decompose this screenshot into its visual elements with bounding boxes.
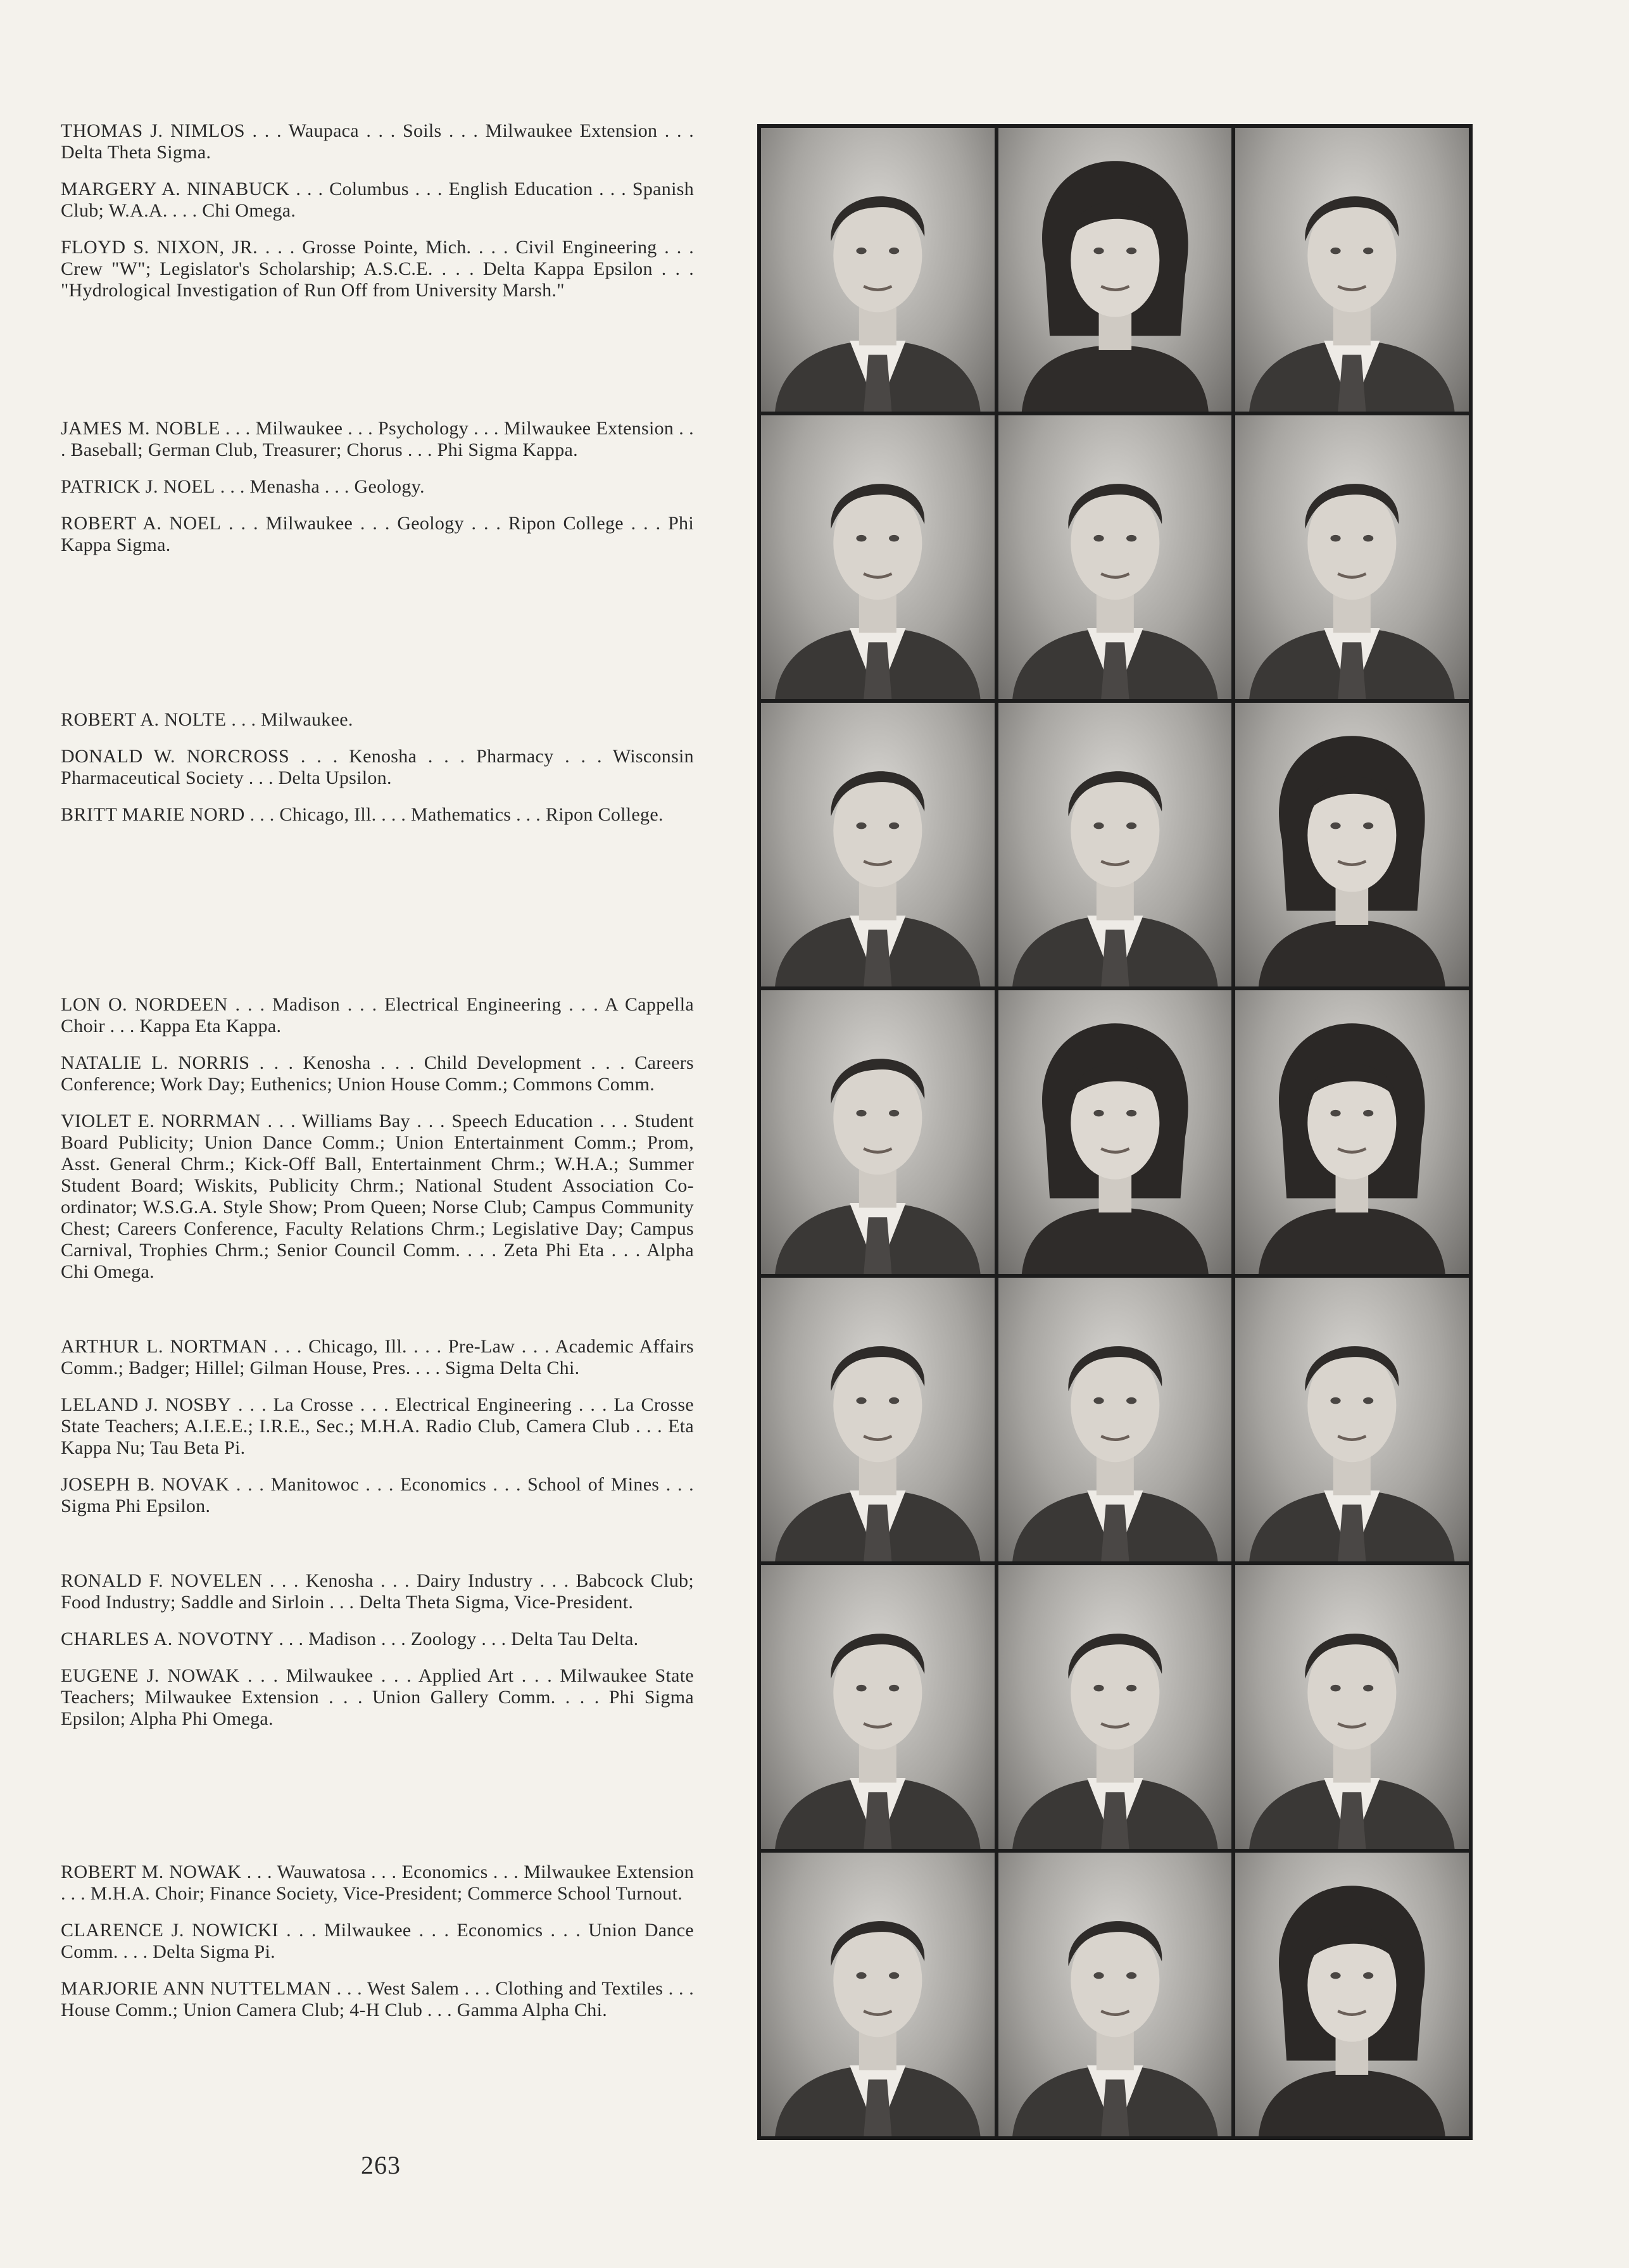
- student-entry: [61, 1862, 694, 1905]
- student-name: EUGENE J. NOWAK: [61, 1665, 240, 1686]
- student-portrait: [1235, 415, 1469, 699]
- student-name: ROBERT M. NOWAK: [61, 1862, 242, 1882]
- student-entry: [61, 1336, 694, 1379]
- student-portrait: [998, 1853, 1232, 2136]
- entry-group: [61, 418, 694, 571]
- student-details: . . . Columbus . . . English Education . . . Spanish Club; W.A.A. . . . Chi Omega.: [61, 179, 695, 221]
- entry-group: [61, 120, 694, 317]
- student-portrait: [761, 1853, 995, 2136]
- student-entry: [61, 709, 694, 731]
- student-details: . . . West Salem . . . Clothing and Textiles . . . House Comm.; Union Camera Club; 4-H Club . . . Gamma Alpha Chi.: [61, 1978, 694, 2020]
- student-details: . . . Manitowoc . . . Economics . . . School of Mines . . . Sigma Phi Epsilon.: [61, 1474, 694, 1516]
- entry-group: [61, 994, 694, 1298]
- student-name: DONALD W. NORCROSS: [61, 746, 290, 767]
- student-details: . . . Kenosha . . . Pharmacy . . . Wisconsin Pharmaceutical Society . . . Delta Upsilon.: [61, 746, 694, 788]
- student-name: CHARLES A. NOVOTNY: [61, 1629, 274, 1649]
- student-portrait: [761, 990, 995, 1274]
- student-details: . . . Chicago, Ill. . . . Mathematics . . . Ripon College.: [244, 804, 664, 825]
- page-number: 263: [361, 2151, 401, 2179]
- student-entry: [61, 1052, 694, 1095]
- student-entry: [61, 1570, 694, 1613]
- student-name: BRITT MARIE NORD: [61, 804, 245, 825]
- student-name: ARTHUR L. NORTMAN: [61, 1336, 267, 1357]
- student-portrait: [998, 703, 1232, 986]
- student-portrait: [1235, 1565, 1469, 1849]
- student-details: . . . Milwaukee . . . Geology . . . Ripon College . . . Phi Kappa Sigma.: [61, 513, 694, 555]
- student-details: . . . Milwaukee . . . Psychology . . . Milwaukee Extension . . . Baseball; German Club, Treasurer; Chorus . . . Phi Sigma Kappa.: [61, 418, 694, 460]
- student-details: . . . Waupaca . . . Soils . . . Milwaukee Extension . . . Delta Theta Sigma.: [61, 120, 695, 163]
- student-name: RONALD F. NOVELEN: [61, 1570, 263, 1591]
- student-portrait: [998, 128, 1232, 412]
- student-portrait: [998, 1565, 1232, 1849]
- entry-group: [61, 709, 694, 841]
- entry-group: [61, 1570, 694, 1745]
- student-portrait: [761, 1565, 995, 1849]
- student-portrait: [1235, 703, 1469, 986]
- student-entry: [61, 1474, 694, 1517]
- student-entry: [61, 237, 694, 301]
- student-entry: [61, 994, 694, 1037]
- student-name: CLARENCE J. NOWICKI: [61, 1920, 279, 1941]
- student-details: . . . Kenosha . . . Child Development . . . Careers Conference; Work Day; Euthenics; Union House Comm.; Commons Comm.: [61, 1052, 694, 1095]
- student-portrait: [761, 703, 995, 986]
- student-details: . . . Milwaukee.: [226, 709, 353, 730]
- student-details: . . . Milwaukee . . . Economics . . . Union Dance Comm. . . . Delta Sigma Pi.: [61, 1920, 694, 1962]
- student-portrait: [998, 415, 1232, 699]
- student-portrait: [1235, 1278, 1469, 1561]
- student-name: JAMES M. NOBLE: [61, 418, 220, 439]
- student-name: FLOYD S. NIXON, JR.: [61, 237, 258, 258]
- student-entry: [61, 804, 694, 826]
- student-name: ROBERT A. NOEL: [61, 513, 222, 534]
- student-entry: [61, 1978, 694, 2021]
- student-name: LELAND J. NOSBY: [61, 1394, 232, 1415]
- student-entry: [61, 746, 694, 789]
- student-name: LON O. NORDEEN: [61, 994, 228, 1015]
- student-details: . . . Chicago, Ill. . . . Pre-Law . . . Academic Affairs Comm.; Badger; Hillel; Gilman House, Pres. . . . Sigma Delta Chi.: [61, 1336, 695, 1378]
- student-entry: [61, 179, 694, 222]
- student-details: . . . Milwaukee . . . Applied Art . . . Milwaukee State Teachers; Milwaukee Extension . . . Union Gallery Comm. . . . Phi Sigma Epsilon; Alpha Phi Omega.: [61, 1665, 695, 1729]
- student-entry: [61, 513, 694, 556]
- student-portrait: [761, 128, 995, 412]
- student-name: VIOLET E. NORRMAN: [61, 1111, 261, 1131]
- student-entry: [61, 120, 694, 163]
- entry-group: [61, 1862, 694, 2036]
- student-details: . . . Williams Bay . . . Speech Education . . . Student Board Publicity; Union Dance Comm.; Union Entertainment Comm.; Prom, Asst. General Chrm.; Kick-Off Ball, Entertainment Chrm.; W.H.A.; Summer Student Board; Wiskits, Publicity Chrm.; National Student Association Co-ordinator; W.S.G.A. Style Show; Prom Queen; Norse Club; Campus Community Chest; Careers Conference, Faculty Relations Chrm.; Legislative Day; Campus Carnival, Trophies Chrm.; Senior Council Comm. . . . Zeta Phi Eta . . . Alpha Chi Omega.: [61, 1111, 694, 1282]
- student-entry: [61, 1920, 694, 1963]
- student-name: JOSEPH B. NOVAK: [61, 1474, 230, 1495]
- student-entry: [61, 418, 694, 461]
- student-portrait: [1235, 1853, 1469, 2136]
- student-entry: [61, 1394, 694, 1459]
- student-portrait: [1235, 990, 1469, 1274]
- student-name: ROBERT A. NOLTE: [61, 709, 227, 730]
- student-entry: [61, 1111, 694, 1283]
- student-portrait: [998, 1278, 1232, 1561]
- student-entry: [61, 1665, 694, 1730]
- entry-group: [61, 1336, 694, 1532]
- student-entry: [61, 1629, 694, 1650]
- student-entry: [61, 476, 694, 498]
- student-details: . . . Grosse Pointe, Mich. . . . Civil Engineering . . . Crew "W"; Legislator's Scholarship; A.S.C.E. . . . Delta Kappa Epsilon . . . "Hydrological Investigation of Run Off from University Marsh.": [61, 237, 695, 301]
- student-name: MARGERY A. NINABUCK: [61, 179, 290, 199]
- student-name: NATALIE L. NORRIS: [61, 1052, 250, 1073]
- student-details: . . . La Crosse . . . Electrical Engineering . . . La Crosse State Teachers; A.I.E.E.; I.R.E., Sec.; M.H.A. Radio Club, Camera Club . . . Eta Kappa Nu; Tau Beta Pi.: [61, 1394, 694, 1458]
- student-portrait: [998, 990, 1232, 1274]
- student-portrait: [1235, 128, 1469, 412]
- student-name: PATRICK J. NOEL: [61, 476, 215, 497]
- student-portrait: [761, 1278, 995, 1561]
- portrait-grid: [757, 124, 1473, 2140]
- student-details: . . . Menasha . . . Geology.: [215, 476, 425, 497]
- student-details: . . . Madison . . . Electrical Engineering . . . A Cappella Choir . . . Kappa Eta Kappa.: [61, 994, 695, 1036]
- student-portrait: [761, 415, 995, 699]
- student-details: . . . Madison . . . Zoology . . . Delta Tau Delta.: [274, 1629, 639, 1649]
- student-name: THOMAS J. NIMLOS: [61, 120, 246, 141]
- student-details: . . . Wauwatosa . . . Economics . . . Milwaukee Extension . . . M.H.A. Choir; Finance Society, Vice-President; Commerce School Turnout.: [61, 1862, 695, 1904]
- student-name: MARJORIE ANN NUTTELMAN: [61, 1978, 332, 1999]
- student-details: . . . Kenosha . . . Dairy Industry . . . Babcock Club; Food Industry; Saddle and Sirloin . . . Delta Theta Sigma, Vice-President.: [61, 1570, 694, 1613]
